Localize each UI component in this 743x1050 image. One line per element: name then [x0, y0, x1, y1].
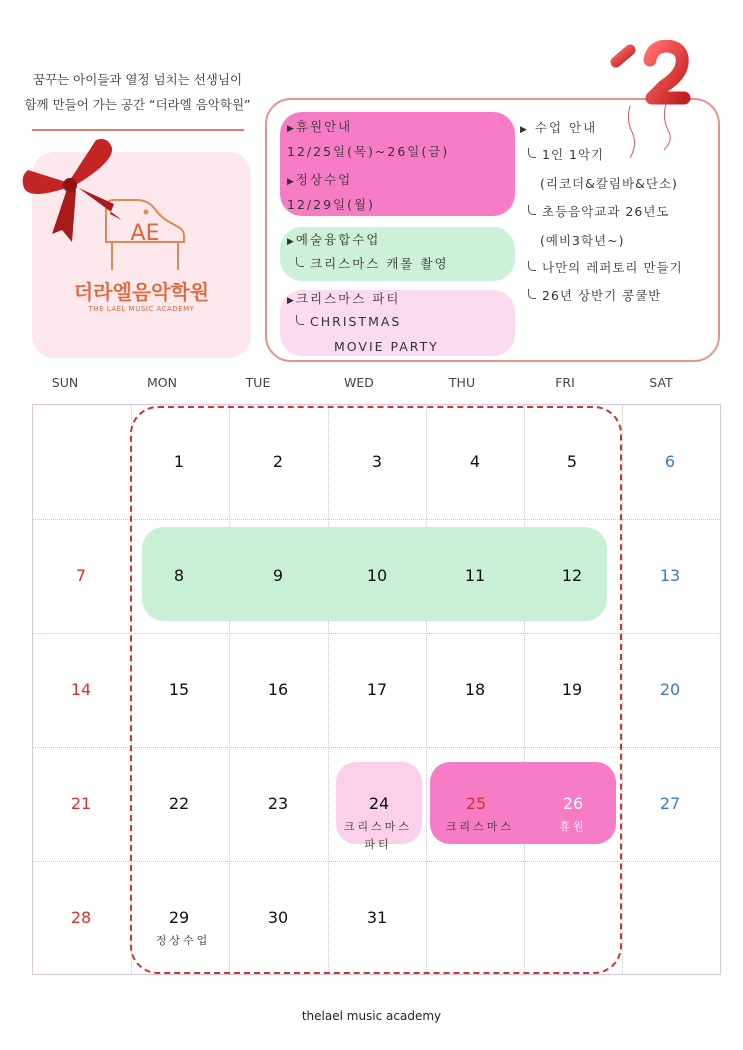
weekday-sun: SUN	[51, 375, 79, 390]
day-9[interactable]: 9	[272, 566, 284, 585]
branch-icon	[296, 315, 304, 325]
day-13[interactable]: 13	[659, 566, 681, 585]
day-7[interactable]: 7	[75, 566, 87, 585]
day-1[interactable]: 1	[173, 452, 185, 471]
branch-icon	[528, 289, 536, 299]
regular-title: 정상수업	[295, 172, 353, 187]
arts-detail-row	[296, 258, 449, 271]
day-3[interactable]: 3	[371, 452, 383, 471]
regular-date: 12/29일(월)	[287, 197, 375, 212]
day-16[interactable]: 16	[267, 680, 289, 699]
day-6[interactable]: 6	[664, 452, 676, 471]
day-28[interactable]: 28	[70, 908, 92, 927]
day-30[interactable]: 30	[267, 908, 289, 927]
day-25-note: 크리스마스	[445, 820, 515, 833]
day-8[interactable]: 8	[173, 566, 185, 585]
regular-title-row: ▶ 정상수업	[287, 172, 353, 187]
slogan-line-2: 함께 만들어 가는 공간 “더라엘 음악학원”	[24, 97, 251, 112]
logo-mark-text: AE	[130, 221, 160, 246]
footer-text: thelael music academy	[301, 1009, 442, 1023]
party-line-1-row	[296, 316, 401, 329]
class-item: 26년 상반기 콩쿨반	[542, 288, 662, 303]
classes-title: 수업 안내	[534, 120, 598, 135]
day-23[interactable]: 23	[267, 794, 289, 813]
weekday-sat: SAT	[649, 375, 673, 390]
day-15[interactable]: 15	[168, 680, 190, 699]
day-10[interactable]: 10	[366, 566, 388, 585]
academy-name: 더라엘음악학원	[73, 280, 210, 304]
day-11[interactable]: 11	[464, 566, 486, 585]
arts-title-row: ▶ 예술융합수업	[287, 232, 381, 247]
slogan-line-1: 꿈꾸는 아이들과 열정 넘치는 선생님이	[32, 72, 243, 87]
class-item: 나만의 레퍼토리 만들기	[542, 260, 683, 275]
day-24[interactable]: 24	[368, 794, 390, 813]
branch-icon	[528, 148, 536, 158]
class-item: (예비3학년~)	[540, 233, 625, 248]
day-4[interactable]: 4	[469, 452, 481, 471]
class-item: (리코더&칼림바&단소)	[540, 176, 678, 191]
day-26-note: 휴원	[559, 820, 587, 833]
classes-title-row: ▶ 수업 안내	[520, 120, 598, 135]
branch-icon	[528, 205, 536, 215]
weekday-thu: THU	[448, 375, 476, 390]
class-item: 1인 1악기	[542, 147, 605, 162]
branch-icon	[296, 257, 304, 267]
day-29-note: 정상수업	[155, 934, 211, 947]
day-19[interactable]: 19	[561, 680, 583, 699]
day-31[interactable]: 31	[366, 908, 388, 927]
academy-english-name: THE LAEL MUSIC ACADEMY	[88, 305, 195, 313]
class-item: 초등음악교과 26년도	[542, 204, 670, 219]
balloon-12-icon	[604, 40, 700, 168]
day-25[interactable]: 25	[465, 794, 487, 813]
arts-detail: 크리스마스 캐롤 촬영	[310, 256, 449, 271]
party-title: 크리스마스 파티	[295, 291, 401, 306]
weekday-mon: MON	[147, 375, 177, 390]
class-item-row	[528, 206, 669, 219]
closure-dates: 12/25일(목)~26일(금)	[287, 144, 450, 159]
day-24-note-line-1: 크리스마스	[343, 820, 413, 833]
class-item-row	[528, 149, 604, 162]
day-24-note-line-2: 파티	[364, 838, 392, 851]
ribbon-bow-icon	[18, 130, 126, 248]
day-17[interactable]: 17	[366, 680, 388, 699]
weekday-tue: TUE	[245, 375, 271, 390]
day-14[interactable]: 14	[70, 680, 92, 699]
day-5[interactable]: 5	[566, 452, 578, 471]
class-item-row	[528, 290, 661, 303]
branch-icon	[528, 261, 536, 271]
party-line-2: MOVIE PARTY	[334, 339, 439, 354]
weekday-fri: FRI	[555, 375, 575, 390]
day-29[interactable]: 29	[168, 908, 190, 927]
day-26[interactable]: 26	[562, 794, 584, 813]
day-27[interactable]: 27	[659, 794, 681, 813]
party-title-row: ▶ 크리스마스 파티	[287, 291, 401, 306]
day-18[interactable]: 18	[464, 680, 486, 699]
weekday-wed: WED	[344, 375, 374, 390]
day-12[interactable]: 12	[561, 566, 583, 585]
day-21[interactable]: 21	[70, 794, 92, 813]
closure-title-row: ▶ 휴원안내	[287, 119, 353, 134]
closure-title: 휴원안내	[295, 119, 353, 134]
day-2[interactable]: 2	[272, 452, 284, 471]
arts-title: 예술융합수업	[295, 232, 381, 247]
day-22[interactable]: 22	[168, 794, 190, 813]
day-20[interactable]: 20	[659, 680, 681, 699]
class-item-row	[528, 262, 683, 275]
party-line-1: CHRISTMAS	[310, 314, 402, 329]
